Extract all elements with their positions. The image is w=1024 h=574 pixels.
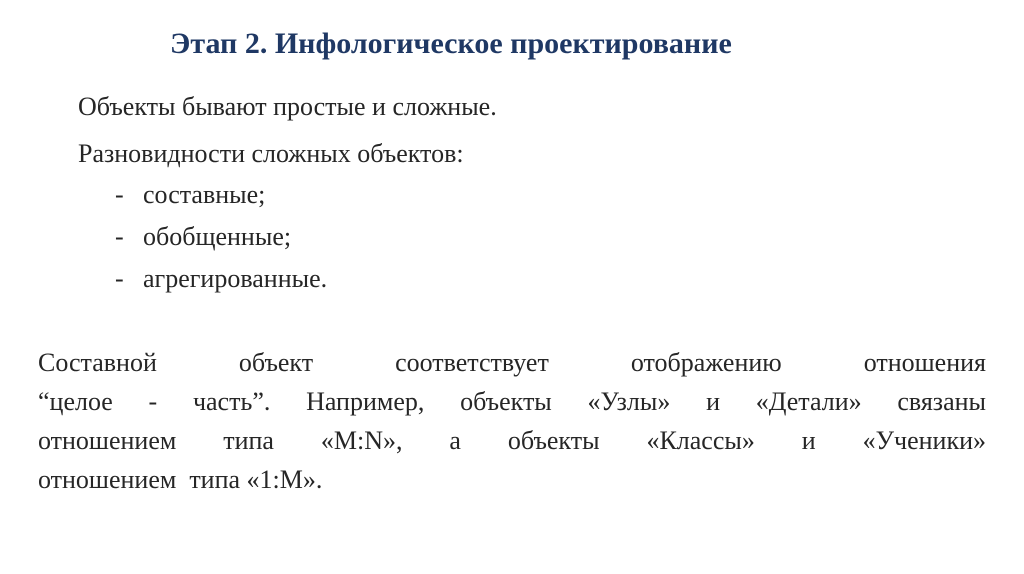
list-bullet: - [115, 180, 124, 209]
types-heading: Разновидности сложных объектов: [78, 139, 464, 168]
paragraph-word: «Ученики» [862, 426, 986, 455]
intro-line: Объекты бывают простые и сложные. [78, 92, 497, 121]
body-paragraph [38, 343, 986, 499]
paragraph-line [38, 343, 986, 382]
paragraph-word: «Классы» [646, 426, 755, 455]
paragraph-word: часть”. [192, 387, 271, 416]
paragraph-word: типа [223, 426, 274, 455]
list-item [115, 179, 265, 211]
paragraph-word: Например, [306, 387, 425, 416]
paragraph-word: “целое [38, 387, 113, 416]
paragraph-word: «M:N», [320, 426, 403, 455]
paragraph-word: Составной [38, 348, 157, 377]
paragraph-line [38, 421, 986, 460]
paragraph-word: «Детали» [755, 387, 862, 416]
paragraph-word: объекты [460, 387, 552, 416]
paragraph-word: и [706, 387, 720, 416]
list-item-text: обобщенные; [143, 222, 292, 251]
slide-title: Этап 2. Инфологическое проектирование [170, 27, 732, 60]
list-item [115, 221, 291, 253]
paragraph-line [38, 382, 986, 421]
list-bullet: - [115, 264, 124, 293]
paragraph-word: - [148, 387, 158, 416]
paragraph-line: отношением типа «1:М». [38, 465, 323, 494]
paragraph-word: отношением [38, 426, 177, 455]
paragraph-word: отношения [863, 348, 986, 377]
paragraph-word: «Узлы» [587, 387, 671, 416]
list-item-text: составные; [143, 180, 266, 209]
list-bullet: - [115, 222, 124, 251]
paragraph-word: а [449, 426, 461, 455]
paragraph-word: связаны [897, 387, 986, 416]
paragraph-word: объекты [507, 426, 600, 455]
list-item-text: агрегированные. [143, 264, 328, 293]
list-item [115, 263, 327, 295]
paragraph-word: соответствует [395, 348, 549, 377]
paragraph-word: отображению [630, 348, 782, 377]
paragraph-word: объект [238, 348, 314, 377]
paragraph-word: и [801, 426, 816, 455]
